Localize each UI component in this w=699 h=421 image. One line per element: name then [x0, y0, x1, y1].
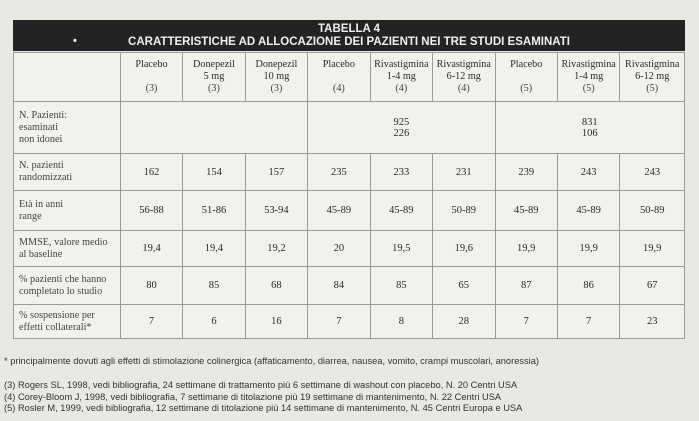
- cell: 87: [495, 267, 557, 305]
- cell: 19,6: [433, 231, 495, 267]
- cell: 45-89: [557, 191, 619, 231]
- column-header: Placebo (5): [495, 53, 557, 102]
- table-row: [14, 267, 685, 305]
- data-table: [13, 52, 685, 339]
- screened-study-5: 831 106: [495, 102, 685, 154]
- cell: 7: [557, 305, 619, 339]
- cell: 85: [370, 267, 432, 305]
- cell: 20: [308, 231, 370, 267]
- cell: 235: [308, 154, 370, 191]
- row-label: Età in anni range: [14, 191, 121, 231]
- cell: 154: [183, 154, 245, 191]
- cell: 19,2: [245, 231, 307, 267]
- cell: 19,4: [183, 231, 245, 267]
- corner-cell: [14, 53, 121, 102]
- cell: 53-94: [245, 191, 307, 231]
- cell: 7: [495, 305, 557, 339]
- cell: 19,4: [120, 231, 182, 267]
- row-label: N. pazienti randomizzati: [14, 154, 121, 191]
- cell: 56-88: [120, 191, 182, 231]
- column-header: Rivastigmina 1-4 mg (4): [370, 53, 432, 102]
- cell: 162: [120, 154, 182, 191]
- cell: 7: [120, 305, 182, 339]
- cell: 45-89: [370, 191, 432, 231]
- column-header: Rivastigmina 1-4 mg (5): [557, 53, 619, 102]
- table-row: [14, 231, 685, 267]
- column-header: Donepezil 10 mg (3): [245, 53, 307, 102]
- reference-item: (5) Rosler M, 1999, vedi bibliografia, 12 settimane di titolazione più 14 settimane di mantenimento, N. 45 Centri Europa e USA: [4, 403, 523, 413]
- cell: 157: [245, 154, 307, 191]
- cell: 85: [183, 267, 245, 305]
- cell: 233: [370, 154, 432, 191]
- cell: 231: [433, 154, 495, 191]
- table-number: TABELLA 4: [318, 23, 380, 35]
- bullet-icon: •: [73, 35, 77, 47]
- row-label: % pazienti che hanno completato lo studio: [14, 267, 121, 305]
- reference-item: (4) Corey-Bloom J, 1998, vedi bibliografia, 7 settimane di titolazione più 19 settimane di mantenimento, N. 22 Centri USA: [4, 391, 502, 402]
- cell: 8: [370, 305, 432, 339]
- empty-cell: [120, 102, 307, 154]
- reference-item: (3) Rogers SL, 1998, vedi bibliografia, 24 settimane di trattamento più 6 settimane di washout con placebo, N. 20 Centri USA: [4, 380, 518, 390]
- cell: 68: [245, 267, 307, 305]
- footnote: * principalmente dovuti agli effetti di stimolazione colinergica (affaticamento, diarrea, nausea, vomito, crampi muscolari, anoressia): [4, 356, 540, 366]
- row-label: % sospensione per effetti collaterali*: [14, 305, 121, 339]
- cell: 239: [495, 154, 557, 191]
- cell: 23: [620, 305, 685, 339]
- cell: 45-89: [308, 191, 370, 231]
- column-header: Donepezil 5 mg (3): [183, 53, 245, 102]
- cell: 243: [620, 154, 685, 191]
- column-header: Rivastigmina 6-12 mg (4): [433, 53, 495, 102]
- cell: 7: [308, 305, 370, 339]
- column-header: Placebo (4): [308, 53, 370, 102]
- cell: 86: [557, 267, 619, 305]
- cell: 19,9: [557, 231, 619, 267]
- header-row: [14, 53, 685, 102]
- table-row: [14, 305, 685, 339]
- table-caption: CARATTERISTICHE AD ALLOCAZIONE DEI PAZIENTI NEI TRE STUDI ESAMINATI: [128, 36, 570, 48]
- cell: 19,5: [370, 231, 432, 267]
- references: [4, 380, 522, 415]
- row-label: MMSE, valore medio al baseline: [14, 231, 121, 267]
- cell: 51-86: [183, 191, 245, 231]
- cell: 50-89: [433, 191, 495, 231]
- cell: 80: [120, 267, 182, 305]
- cell: 16: [245, 305, 307, 339]
- cell: 243: [557, 154, 619, 191]
- table-row: [14, 102, 685, 154]
- cell: 19,9: [495, 231, 557, 267]
- cell: 19,9: [620, 231, 685, 267]
- cell: 28: [433, 305, 495, 339]
- cell: 50-89: [620, 191, 685, 231]
- column-header: Placebo (3): [120, 53, 182, 102]
- screened-study-4: 925 226: [308, 102, 495, 154]
- table-title: [13, 20, 685, 51]
- cell: 67: [620, 267, 685, 305]
- column-header: Rivastigmina 6-12 mg (5): [620, 53, 685, 102]
- table-row: [14, 154, 685, 191]
- table-row: [14, 191, 685, 231]
- cell: 6: [183, 305, 245, 339]
- cell: 84: [308, 267, 370, 305]
- row-label: N. Pazienti: esaminati non idonei: [14, 102, 121, 154]
- cell: 45-89: [495, 191, 557, 231]
- cell: 65: [433, 267, 495, 305]
